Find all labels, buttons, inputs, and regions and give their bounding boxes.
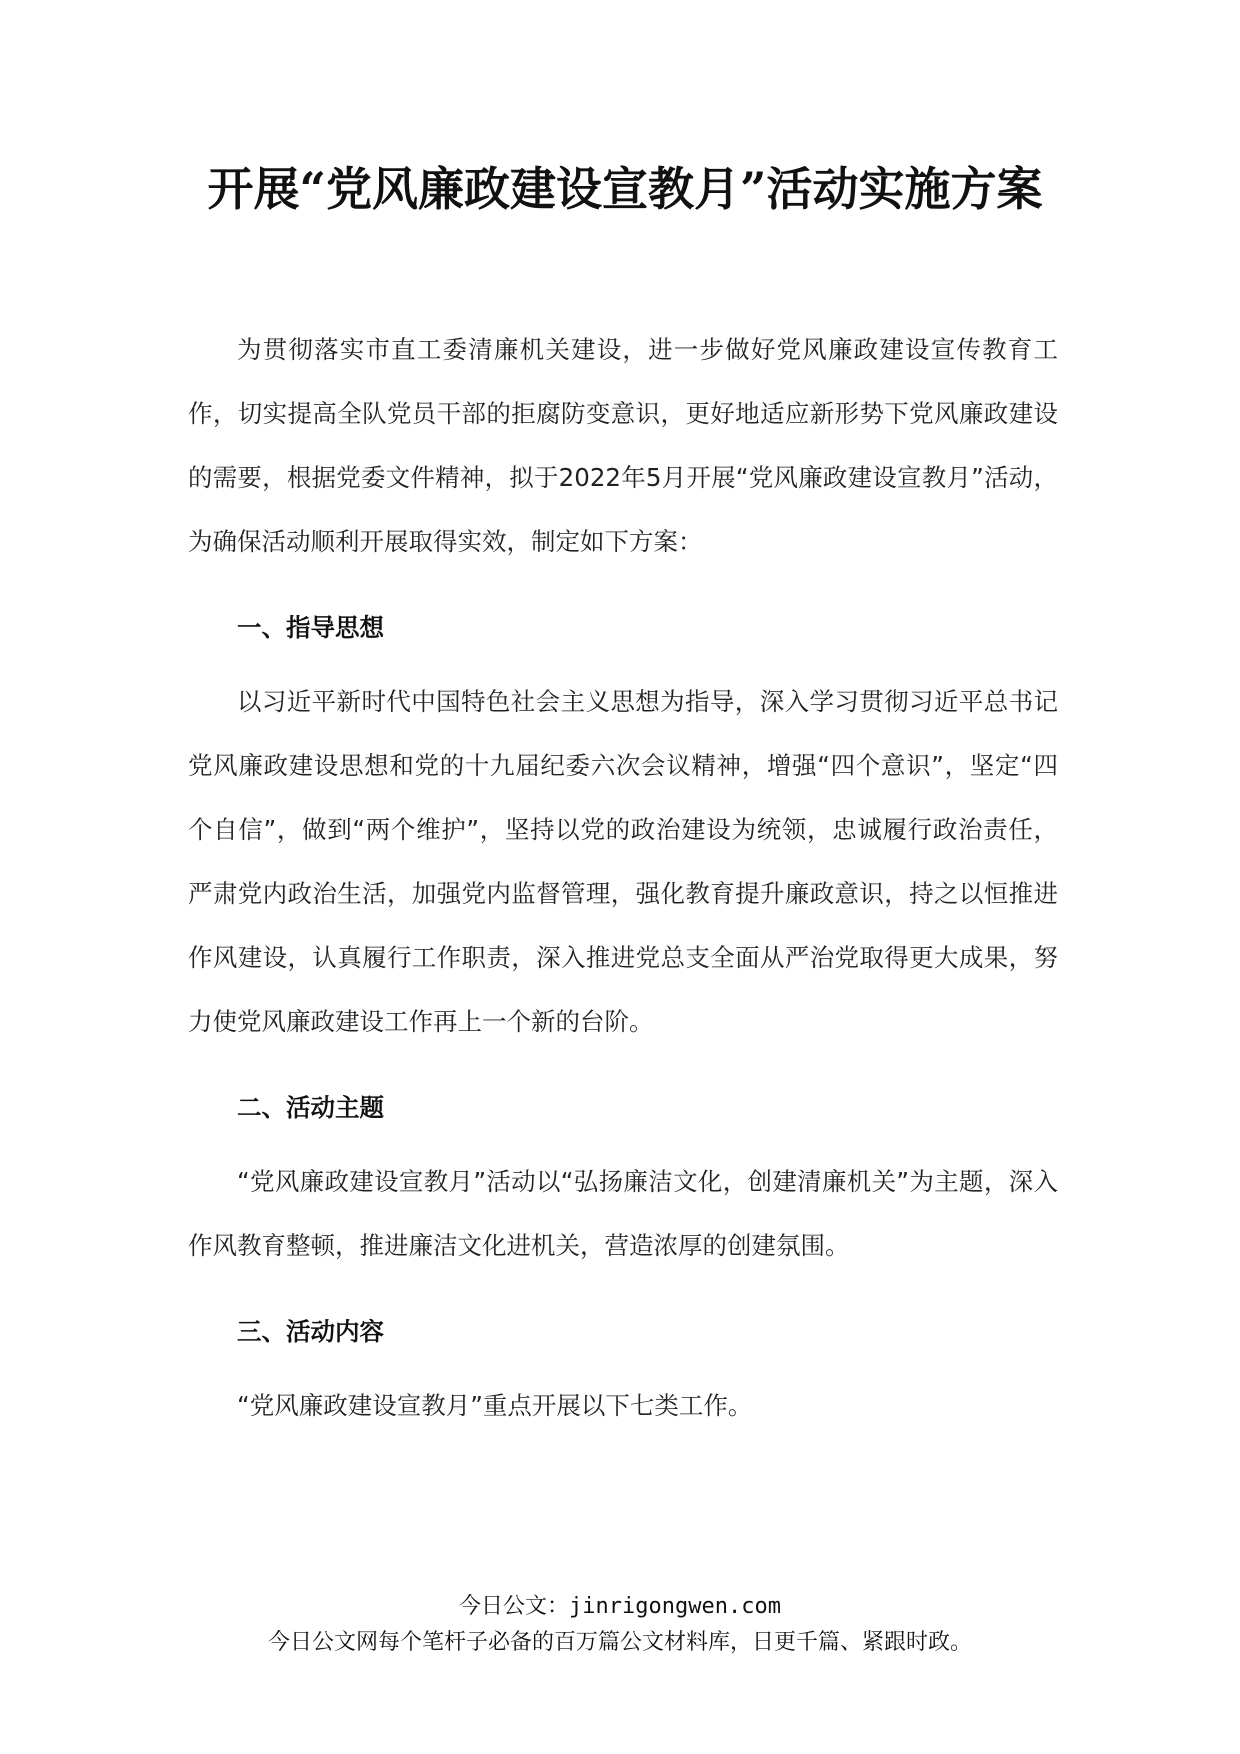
section-text-guiding-ideology: 以习近平新时代中国特色社会主义思想为指导，深入学习贯彻习近平总书记党风廉政建设思想和党的十九届纪委六次会议精神，增强“四个意识”，坚定“四个自信”，做到“两个维护”，坚持以党的政治建设为统领，忠诚履行政治责任，严肃党内政治生活，加强党内监督管理，强化教育提升廉政意识，持之以恒推进作风建设，认真履行工作职责，深入推进党总支全面从严治党取得更大成果，努力使党风廉政建设工作再上一个新的台阶。 (188, 687, 1058, 1036)
section-text-activity-content: “党风廉政建设宣教月”重点开展以下七类工作。 (237, 1391, 753, 1420)
footer-slogan: 今日公文网每个笔杆子必备的百万篇公文材料库，日更千篇、紧跟时政。 (267, 1630, 972, 1655)
intro-paragraph: 为贯彻落实市直工委清廉机关建设，进一步做好党风廉政建设宣传教育工作，切实提高全队党员干部的拒腐防变意识，更好地适应新形势下党风廉政建设的需要，根据党委文件精神，拟于2022年5月开展“党风廉政建设宣教月”活动，为确保活动顺利开展取得实效，制定如下方案： (188, 335, 1058, 556)
section-heading-activity-content: 三、活动内容 (237, 1317, 384, 1346)
footer-site-label: 今日公文： (459, 1594, 570, 1619)
footer-site-line (0, 1592, 1240, 1622)
document-body (188, 318, 1058, 1438)
section-text-activity-theme: “党风廉政建设宣教月”活动以“弘扬廉洁文化，创建清廉机关”为主题，深入作风教育整顿，推进廉洁文化进机关，营造浓厚的创建氛围。 (188, 1167, 1058, 1260)
footer-site-url[interactable]: jinrigongwen.com (569, 1594, 781, 1619)
document-title: 开展“党风廉政建设宣教月”活动实施方案 (207, 162, 1043, 216)
section-heading-activity-theme: 二、活动主题 (237, 1093, 384, 1122)
section-heading-guiding-ideology: 一、指导思想 (237, 613, 384, 642)
